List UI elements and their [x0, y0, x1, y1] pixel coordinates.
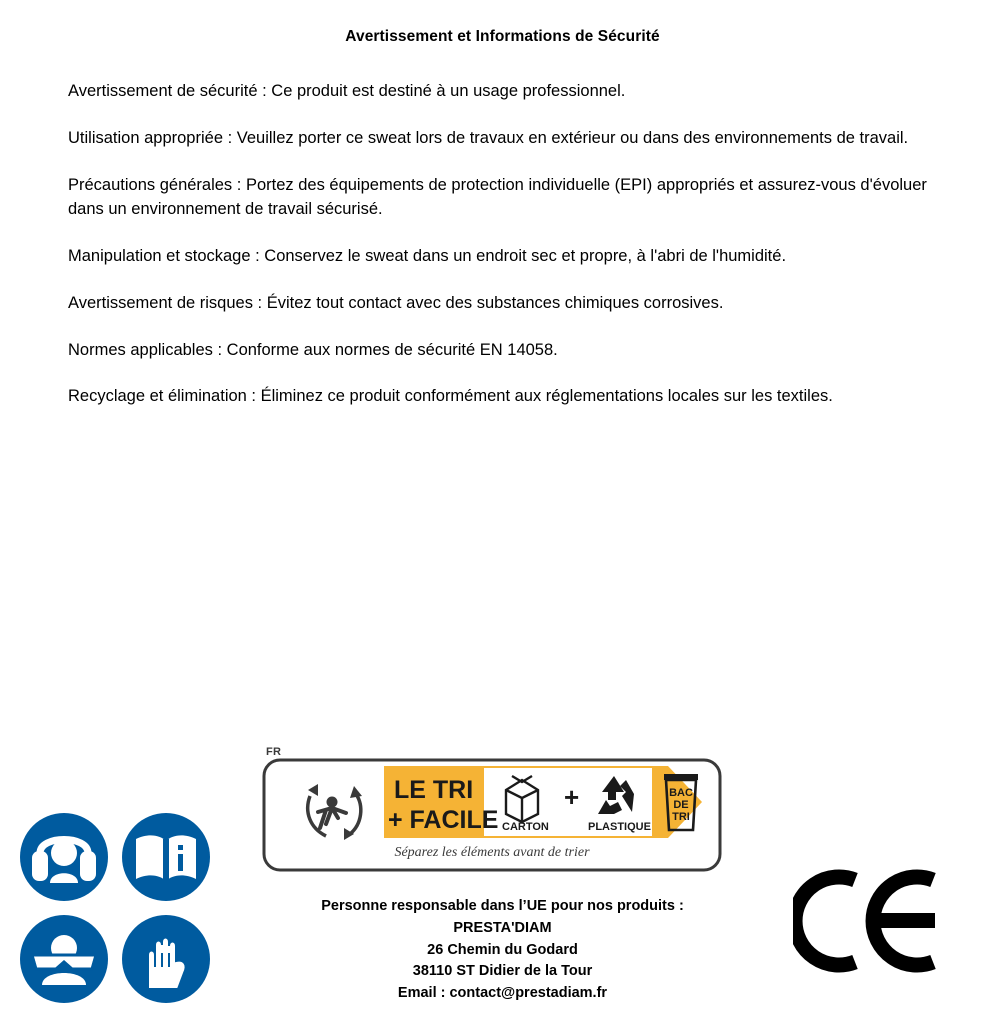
paragraph-proper-use: Utilisation appropriée : Veuillez porter ce sweat lors de travaux en extérieur ou dans des environnements de travail.: [68, 128, 909, 147]
paragraph-applicable-standards: Normes applicables : Conforme aux normes de sécurité EN 14058.: [68, 340, 558, 359]
read-instructions-icon: [122, 813, 210, 901]
label-item-carton: CARTON: [502, 821, 549, 833]
ce-mark-graphic: [793, 866, 943, 976]
paragraph-risk-warning: Avertissement de risques : Évitez tout contact avec des substances chimiques corrosives.: [68, 293, 724, 312]
page-title: Avertissement et Informations de Sécurité: [345, 28, 660, 45]
ce-mark: [793, 866, 943, 976]
responsible-city: 38110 ST Didier de la Tour: [412, 963, 593, 980]
ear-protection-icon: [20, 813, 108, 901]
safety-text-body: [68, 80, 940, 409]
label-headline-line1: LE TRI: [394, 776, 474, 804]
recycling-sorting-label: [262, 746, 722, 872]
label-headline-line2: + FACILE: [388, 806, 499, 834]
responsible-intro-after: pour nos produits :: [546, 898, 684, 914]
responsible-email: Email : contact@prestadiam.fr: [397, 985, 608, 1001]
paragraph-safety-warning: Avertissement de sécurité : Ce produit est destiné à un usage professionnel.: [68, 82, 626, 100]
label-item-plastique: PLASTIQUE: [588, 821, 651, 833]
label-footer-text: Séparez les éléments avant de trier: [394, 845, 590, 860]
responsible-company: PRESTA'DIAM: [453, 919, 552, 936]
label-bin-line1: BAC: [669, 787, 693, 799]
triman-label-graphic: [262, 758, 722, 872]
label-locale-tag: FR: [266, 746, 282, 758]
responsible-street: 26 Chemin du Godard: [427, 941, 578, 958]
label-bin-line3: TRI: [672, 811, 690, 823]
paragraph-general-precautions: Précautions générales : Portez des équipements de protection individuelle (EPI) appropriés et assurez-vous d'évoluer dans un environnement de travail sécurisé.: [68, 175, 927, 218]
paragraph-handling-storage: Manipulation et stockage : Conservez le sweat dans un endroit sec et propre, à l'abri de l'humidité.: [68, 246, 787, 265]
label-plus-sign: +: [564, 782, 580, 812]
responsible-intro-before: Personne responsable dans l’: [321, 898, 527, 914]
label-bin-line2: DE: [673, 799, 689, 811]
responsible-intro-bold: UE: [526, 898, 547, 914]
paragraph-recycling-disposal: Recyclage et élimination : Éliminez ce produit conformément aux réglementations locales sur les textiles.: [68, 387, 833, 406]
